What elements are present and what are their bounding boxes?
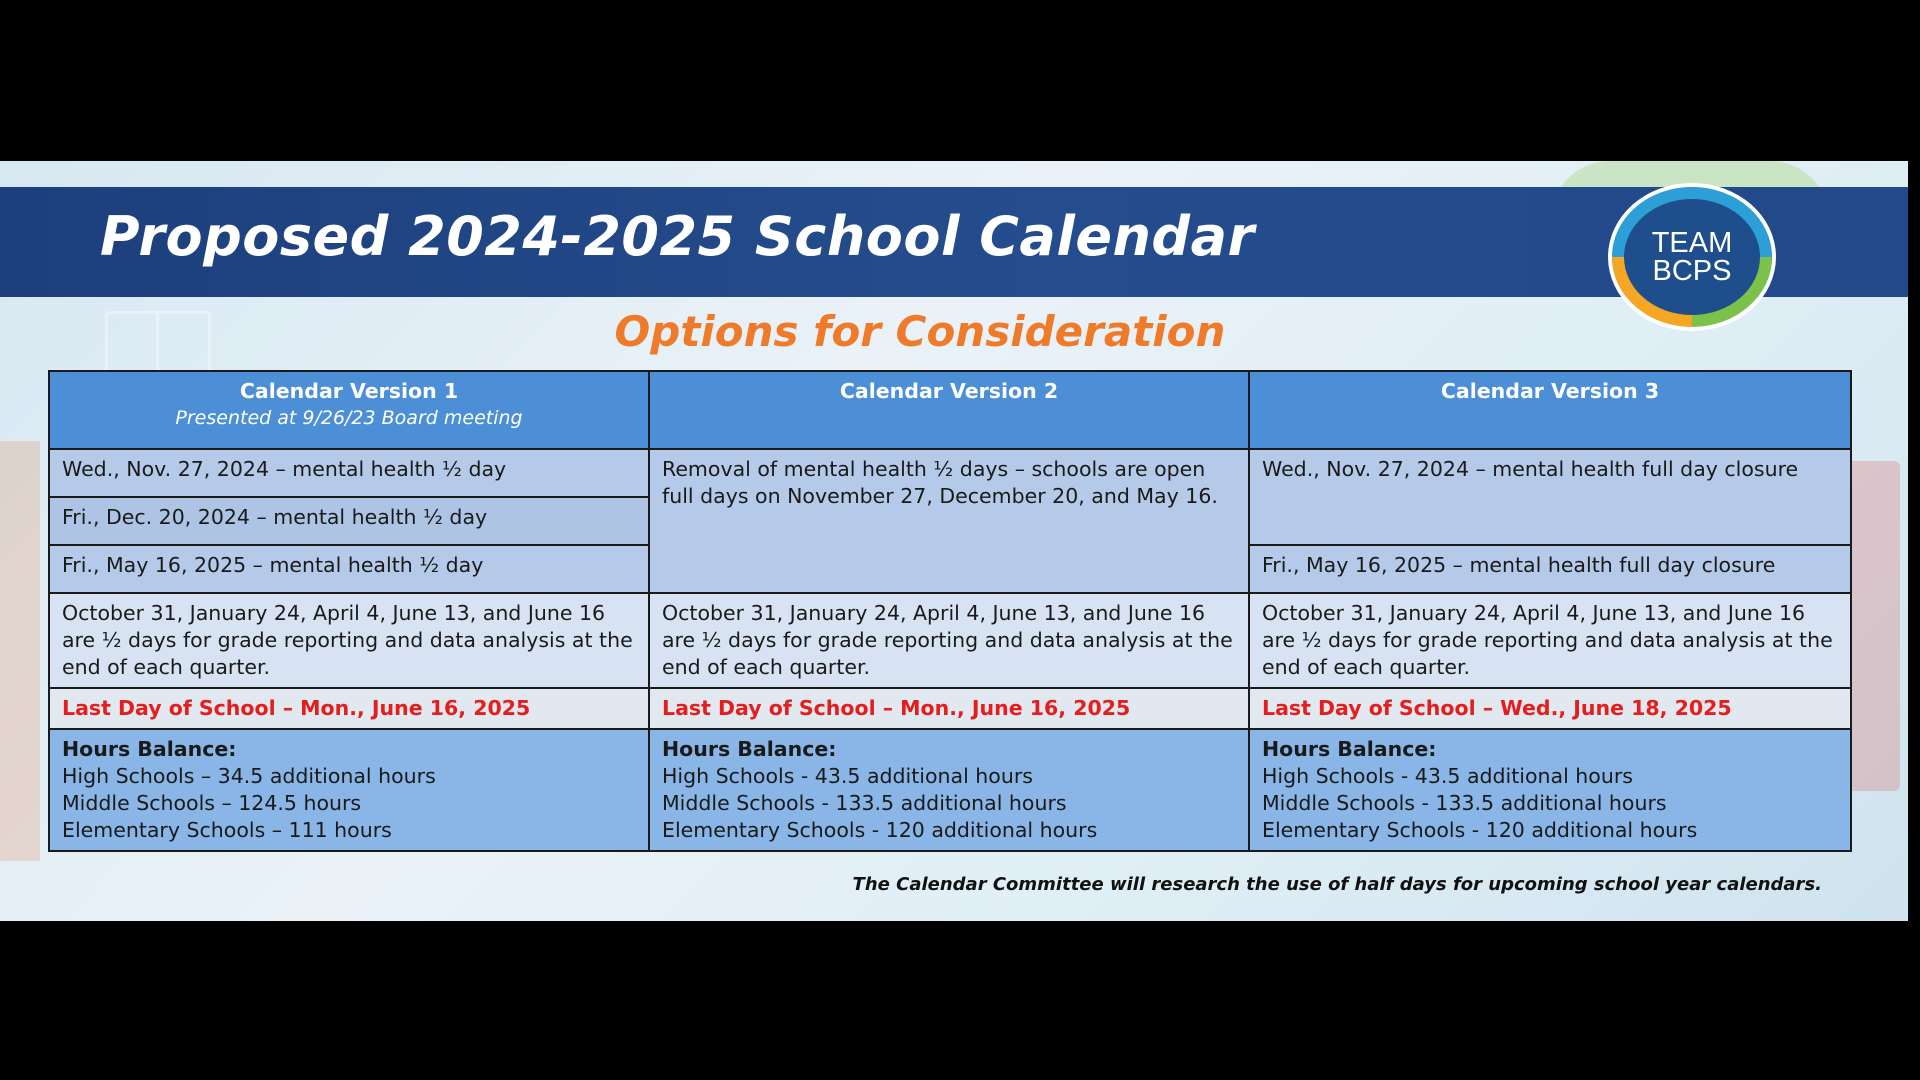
table-row <box>49 593 1851 688</box>
last-day-cell: Last Day of School – Mon., June 16, 2025 <box>649 688 1249 729</box>
last-day-cell: Last Day of School – Mon., June 16, 2025 <box>49 688 649 729</box>
table-cell: October 31, January 24, April 4, June 13, and June 16 are ½ days for grade reporting and data analysis at the end of each quarter. <box>649 593 1249 688</box>
hours-line: Elementary Schools – 111 hours <box>62 818 392 842</box>
table-row <box>49 688 1851 729</box>
table-row <box>49 449 1851 497</box>
team-bcps-logo <box>1612 187 1772 327</box>
slide-title: Proposed 2024-2025 School Calendar <box>100 205 1255 268</box>
table-cell: Removal of mental health ½ days – schools are open full days on November 27, December 20, and May 16. <box>649 449 1249 593</box>
hours-line: Elementary Schools - 120 additional hours <box>662 818 1098 842</box>
column-subheader: Presented at 9/26/23 Board meeting <box>175 407 523 429</box>
column-header-version-2 <box>649 371 1249 449</box>
background-decoration <box>0 441 40 861</box>
table-cell: Fri., May 16, 2025 – mental health ½ day <box>49 545 649 593</box>
hours-balance-label: Hours Balance: <box>62 737 237 761</box>
logo-line-2: BCPS <box>1652 255 1732 287</box>
hours-line: High Schools – 34.5 additional hours <box>62 764 436 788</box>
footnote: The Calendar Committee will research the use of half days for upcoming school year calendars. <box>852 874 1822 895</box>
table-cell: Wed., Nov. 27, 2024 – mental health full day closure <box>1249 449 1851 545</box>
column-header-label: Calendar Version 3 <box>1440 379 1660 403</box>
hours-balance-cell <box>1249 729 1851 851</box>
table-cell: Fri., May 16, 2025 – mental health full day closure <box>1249 545 1851 593</box>
hours-line: Elementary Schools - 120 additional hours <box>1262 818 1698 842</box>
calendar-options-table <box>48 370 1852 852</box>
hours-balance-cell <box>49 729 649 851</box>
column-header-version-3 <box>1249 371 1851 449</box>
column-header-label: Calendar Version 2 <box>839 379 1059 403</box>
logo-text <box>1624 199 1760 315</box>
hours-line: Middle Schools - 133.5 additional hours <box>1262 791 1667 815</box>
hours-line: High Schools - 43.5 additional hours <box>1262 764 1633 788</box>
slide-subtitle: Options for Consideration <box>614 307 1226 356</box>
column-header-label: Calendar Version 1 <box>239 379 459 403</box>
table-cell: October 31, January 24, April 4, June 13, and June 16 are ½ days for grade reporting and data analysis at the end of each quarter. <box>1249 593 1851 688</box>
table-cell: Fri., Dec. 20, 2024 – mental health ½ day <box>49 497 649 545</box>
hours-balance-label: Hours Balance: <box>662 737 837 761</box>
hours-balance-label: Hours Balance: <box>1262 737 1437 761</box>
last-day-cell: Last Day of School – Wed., June 18, 2025 <box>1249 688 1851 729</box>
presentation-slide <box>0 161 1908 921</box>
table-cell: October 31, January 24, April 4, June 13, and June 16 are ½ days for grade reporting and data analysis at the end of each quarter. <box>49 593 649 688</box>
hours-line: Middle Schools - 133.5 additional hours <box>662 791 1067 815</box>
hours-line: Middle Schools – 124.5 hours <box>62 791 362 815</box>
logo-line-1: TEAM <box>1651 227 1733 259</box>
table-header-row <box>49 371 1851 449</box>
table-row <box>49 729 1851 851</box>
table-cell: Wed., Nov. 27, 2024 – mental health ½ day <box>49 449 649 497</box>
hours-balance-cell <box>649 729 1249 851</box>
column-header-version-1 <box>49 371 649 449</box>
hours-line: High Schools - 43.5 additional hours <box>662 764 1033 788</box>
